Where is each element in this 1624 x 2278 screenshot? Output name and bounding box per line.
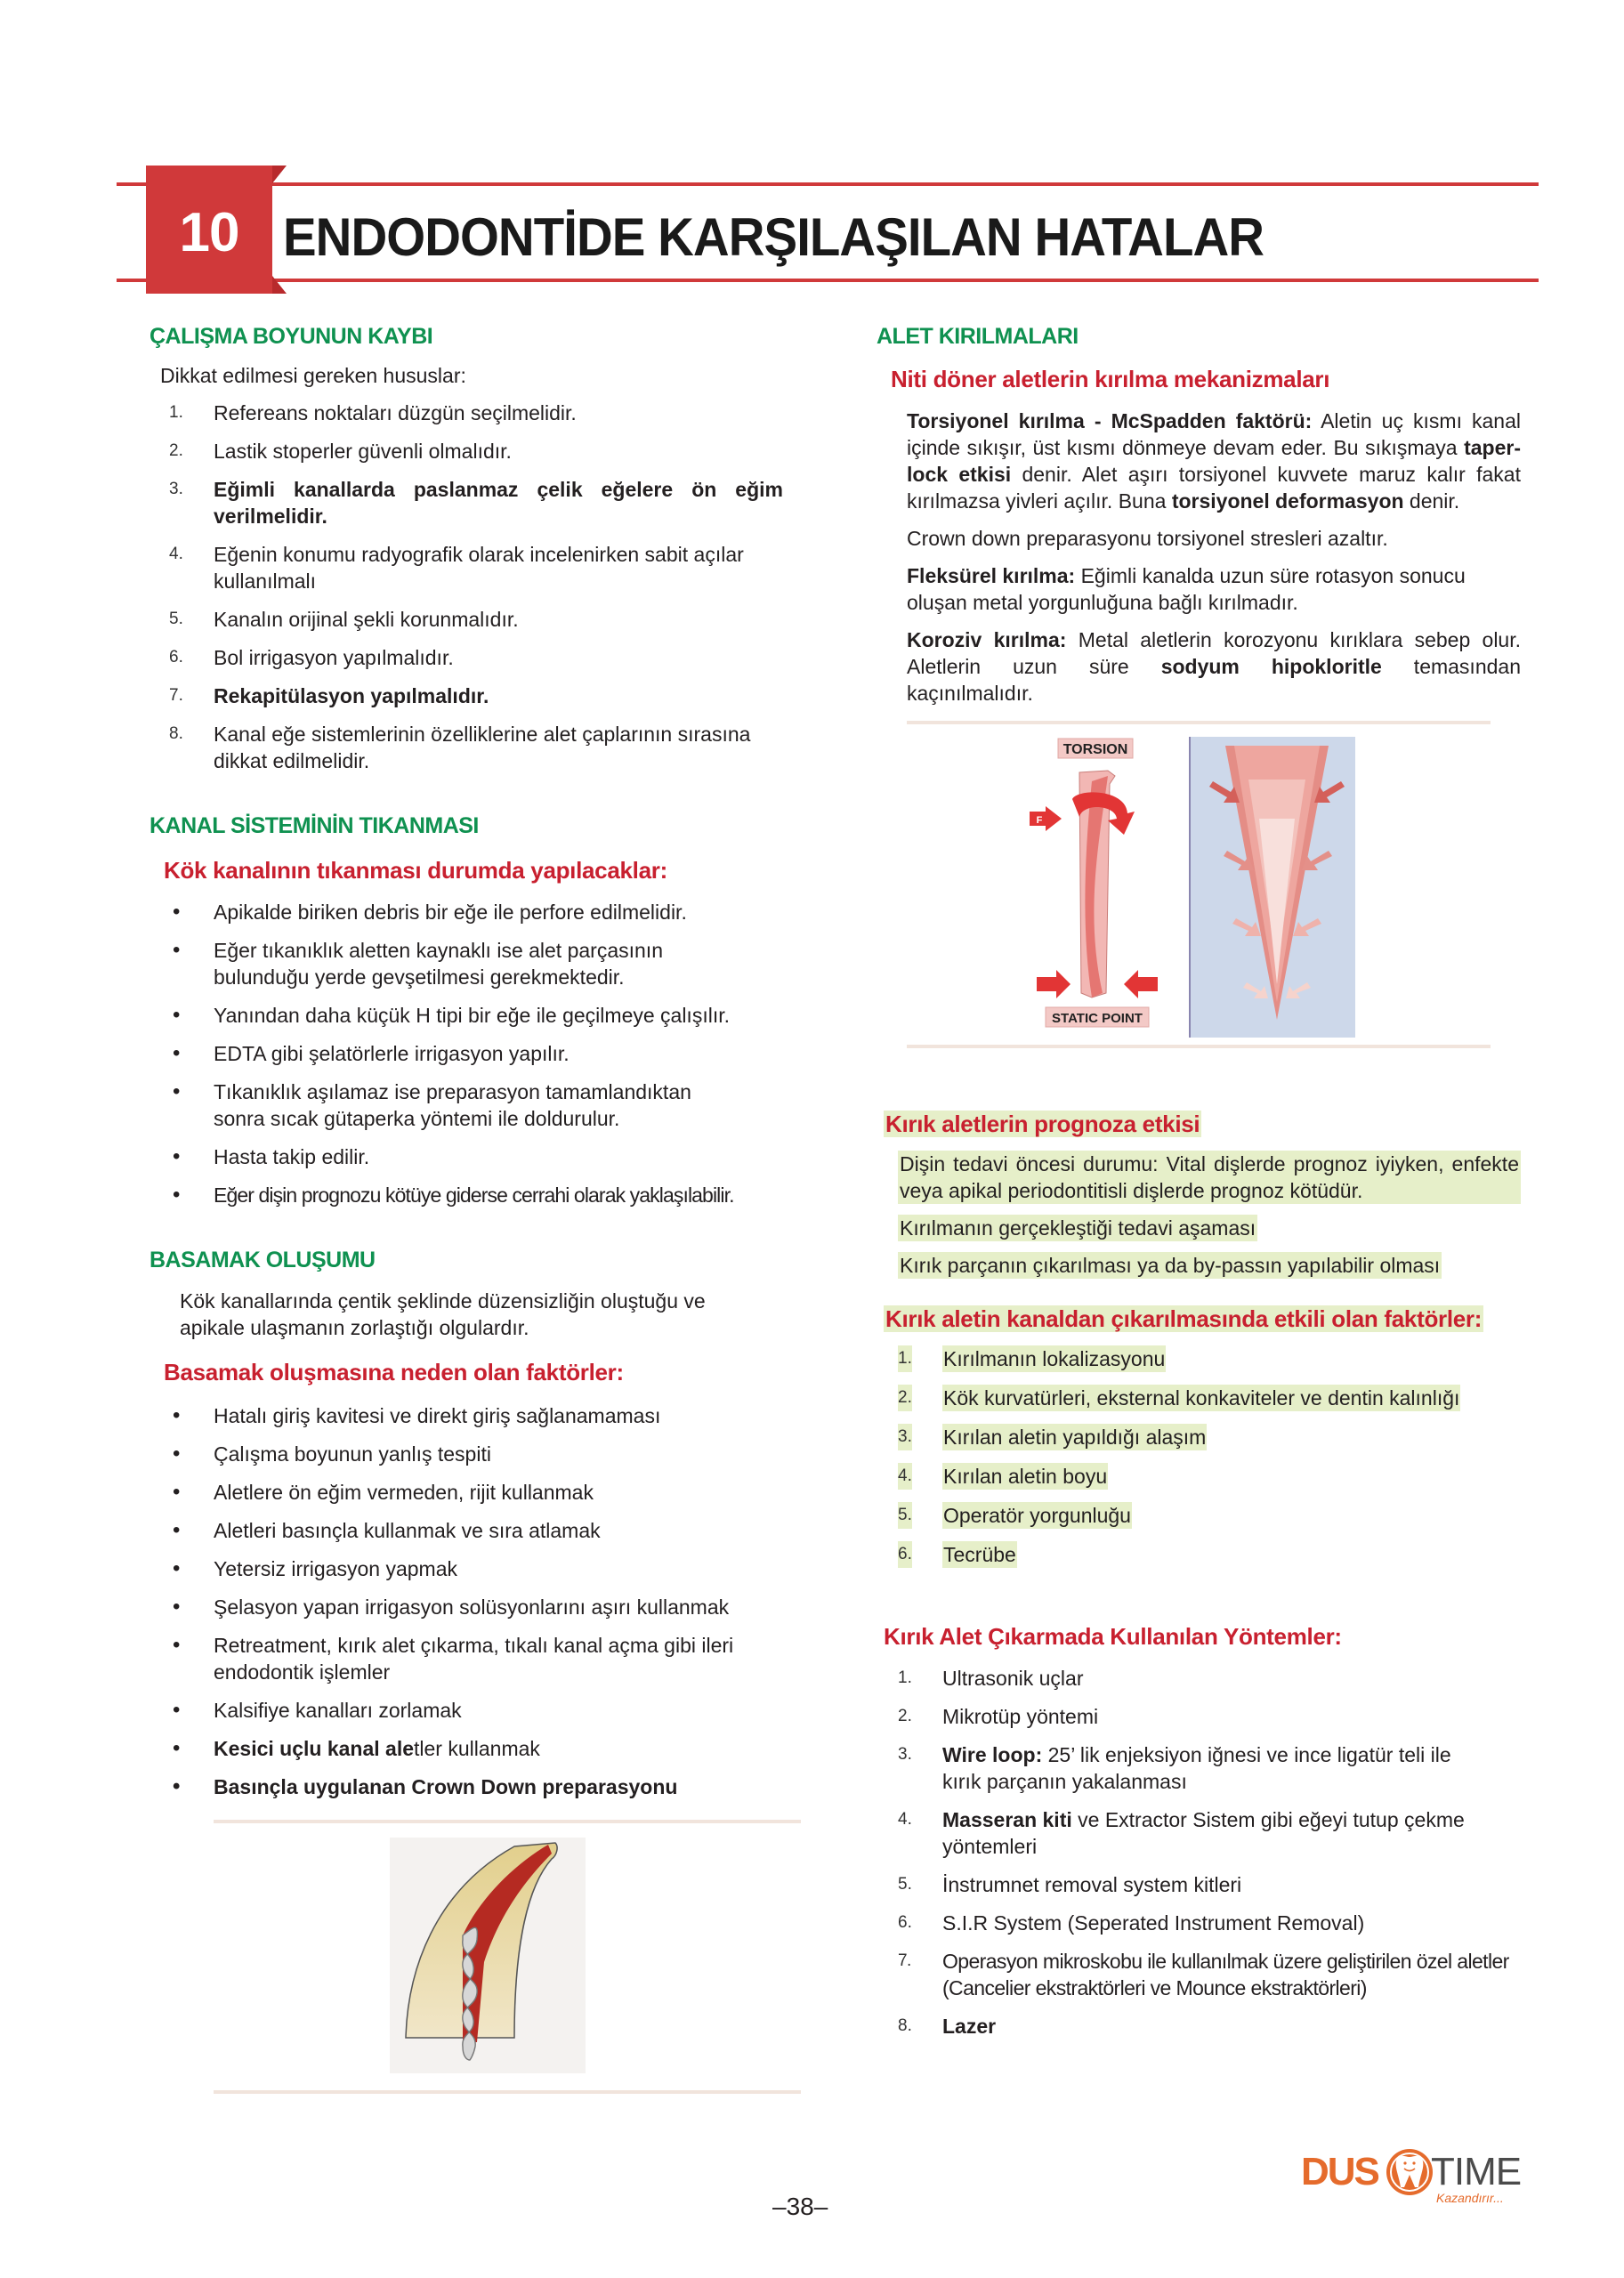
divider <box>214 1820 801 1823</box>
list-item: • Hasta takip edilir. <box>173 1144 370 1168</box>
list-item: 3. Eğimli kanallarda paslanmaz çelik eğelere ön eğim verilmelidir. <box>169 478 783 528</box>
logo-tagline: Kazandırır... <box>1436 2191 1504 2205</box>
list-item: • Basınçla uygulanan Crown Down preparasyonu <box>173 1774 678 1798</box>
list-item: • Aletlere ön eğim vermeden, rijit kullanmak <box>173 1480 594 1504</box>
list-item: • Yanından daha küçük H tipi bir eğe ile geçilmeye çalışılır. <box>173 1003 730 1027</box>
list-item: 5. İnstrumnet removal system kitleri <box>898 1873 1242 1896</box>
list-item: 2. Mikrotüp yöntemi <box>898 1705 1099 1728</box>
list-item: 7. Rekapitülasyon yapılmalıdır. <box>169 684 489 707</box>
list-item: 6. Tecrübe <box>898 1543 1016 1566</box>
badge-fold <box>272 276 287 294</box>
tooth-canal-illustration <box>390 1838 586 2078</box>
list-item: • Apikalde biriken debris bir eğe ile perfore edilmelidir. <box>173 900 687 924</box>
chapter-number: 10 <box>179 201 239 263</box>
list-item: 1. Ultrasonik uçlar <box>898 1667 1084 1690</box>
list-item: 2. Lastik stoperler güvenli olmalıdır. <box>169 440 512 463</box>
list-item: 6. Bol irrigasyon yapılmalıdır. <box>169 646 454 669</box>
right-column <box>877 320 1522 2040</box>
subsection-title: Kırık Alet Çıkarmada Kullanılan Yöntemler: <box>884 1623 1342 1650</box>
chapter-title: ENDODONTİDE KARŞILAŞILAN HATALAR <box>283 207 1264 267</box>
prognoz-item: Kırılmanın gerçekleştiği tedavi aşaması <box>900 1216 1256 1240</box>
list-item: • Aletleri basınçla kullanmak ve sıra atlamak <box>173 1518 601 1542</box>
yontemler-list <box>898 1665 1512 2040</box>
list-item: • Retreatment, kırık alet çıkarma, tıkalı kanal açma gibi ileri endodontik işlemler <box>173 1633 734 1684</box>
list-item: 1. Kırılmanın lokalizasyonu <box>898 1347 1166 1370</box>
paragraph-koroziv: Koroziv kırılma: Metal aletlerin korozyonu kırıklara sebep olur. Aletlerin uzun süre sodyum hipokloritle temasından kaçınılmalıdır. <box>907 628 1521 705</box>
list-item: • Kesici uçlu kanal aletler kullanmak <box>173 1736 540 1760</box>
subsection-title: Kırık aletlerin prognoza etkisi <box>885 1111 1200 1137</box>
section-cikarma-faktorleri <box>877 1305 1517 1568</box>
subsection-title: Basamak oluşmasına neden olan faktörler: <box>164 1359 624 1385</box>
chapter-number-badge <box>146 166 272 294</box>
header-rule-top <box>117 182 1539 186</box>
list-item: • Kalsifiye kanalları zorlamak <box>173 1698 462 1722</box>
list-item: 5. Kanalın orijinal şekli korunmalıdır. <box>169 608 519 631</box>
section-intro: Dikkat edilmesi gereken hususlar: <box>160 364 466 387</box>
list-item: • Şelasyon yapan irrigasyon solüsyonlarını aşırı kullanmak <box>173 1595 730 1619</box>
list-item: • Yetersiz irrigasyon yapmak <box>173 1556 457 1580</box>
prognoz-item: Dişin tedavi öncesi durumu: Vital dişlerde prognoz iyiyken, enfekte veya apikal periodontitisli dişlerde prognoz kötüdür. <box>900 1152 1519 1202</box>
divider <box>907 721 1491 724</box>
dustime-logo <box>1301 2145 1532 2207</box>
paragraph-torsiyonel: Torsiyonel kırılma - McSpadden faktörü: Aletin uç kısmı kanal içinde sıkışır, üst kısmı dönmeye devam eder. Bu sıkışmaya taper-lock etkisi denir. Alet aşırı torsiyonel kuvvete maruz kalır fakat kırılmazsa yivleri açılır. Buna torsiyonel deformasyon denir. <box>907 409 1522 513</box>
list-item: 4. Eğenin konumu radyografik olarak incelenirken sabit açılar kullanılmalı <box>169 543 744 593</box>
cikarma-faktor-list <box>898 1345 1517 1568</box>
section-alet-kirilmalari <box>877 324 1522 1048</box>
logo-text-dus: DUS <box>1301 2150 1378 2193</box>
list-item: 3. Wire loop: 25’ lik enjeksiyon iğnesi ve ince ligatür teli ile kırık parçanın yakalanması <box>898 1743 1451 1793</box>
logo-text-time: TIME <box>1431 2150 1522 2193</box>
page-number: –38– <box>772 2193 828 2220</box>
paragraph-crown-down: Crown down preparasyonu torsiyonel stresleri azaltır. <box>907 527 1388 550</box>
subsection-title: Kök kanalının tıkanması durumda yapılacaklar: <box>164 857 667 884</box>
list-item: • Çalışma boyunun yanlış tespiti <box>173 1442 491 1466</box>
list-item: • Eğer dişin prognozu kötüye giderse cerrahi olarak yaklaşılabilir. <box>173 1183 734 1207</box>
list-item: • Tıkanıklık aşılamaz ise preparasyon tamamlandıktan sonra sıcak gütaperka yöntemi ile doldurulur. <box>173 1079 691 1130</box>
list-item: 8. Lazer <box>898 2015 997 2038</box>
section-title: ALET KIRILMALARI <box>877 324 1079 349</box>
paragraph-fleksurel: Fleksürel kırılma: Eğimli kanalda uzun süre rotasyon sonucu oluşan metal yorgunluğuna bağlı kırılmadır. <box>907 564 1466 614</box>
divider <box>214 2090 801 2094</box>
section-intro: Kök kanallarında çentik şeklinde düzensizliğin oluştuğu ve apikale ulaşmanın zorlaştığı olgulardır. <box>180 1289 706 1339</box>
list-item: • Eğer tıkanıklık aletten kaynaklı ise alet parçasının bulunduğu yerde gevşetilmesi gerekmektedir. <box>173 938 663 989</box>
list-item: 3. Kırılan aletin yapıldığı alaşım <box>898 1426 1207 1449</box>
list-item: 2. Kök kurvatürleri, eksternal konkaviteler ve dentin kalınlığı <box>898 1386 1460 1410</box>
subsection-title: Niti döner aletlerin kırılma mekanizmaları <box>891 366 1330 392</box>
torsion-illustration <box>1010 735 1402 1029</box>
section-title: KANAL SİSTEMİNİN TIKANMASI <box>149 813 479 838</box>
left-column <box>149 320 808 2094</box>
static-point-label: STATIC POINT <box>1052 1011 1143 1026</box>
list-item: • Hatalı giriş kavitesi ve direkt giriş sağlanamaması <box>173 1403 661 1427</box>
list-item: 8. Kanal eğe sistemlerinin özelliklerine alet çaplarının sırasına dikkat edilmelidir. <box>169 723 751 772</box>
list-item: 7. Operasyon mikroskobu ile kullanılmak üzere geliştirilen özel aletler (Cancelier ekstraktörleri ve Mounce ekstraktörleri) <box>898 1950 1509 1999</box>
list-item: 4. Kırılan aletin boyu <box>898 1465 1108 1488</box>
arrow-left-icon <box>1124 970 1158 998</box>
torsion-label: TORSION <box>1062 742 1128 757</box>
basamak-list <box>169 1402 792 1800</box>
list-item: 6. S.I.R System (Seperated Instrument Removal) <box>898 1911 1365 1935</box>
list-item: • EDTA gibi şelatörlerle irrigasyon yapılır. <box>173 1041 570 1065</box>
prognoz-item: Kırık parçanın çıkarılması ya da by-passın yapılabilir olması <box>900 1254 1441 1277</box>
list-item: 5. Operatör yorgunluğu <box>898 1504 1131 1527</box>
list-item: 4. Masseran kiti ve Extractor Sistem gibi eğeyi tutup çekme yöntemleri <box>898 1808 1465 1858</box>
section-title: BASAMAK OLUŞUMU <box>149 1248 376 1272</box>
divider <box>907 1045 1491 1048</box>
force-label: F <box>1036 815 1043 826</box>
section-kanal-tikanmasi <box>149 813 808 1208</box>
section-prognoz <box>877 1111 1517 1279</box>
tooth-with-file-icon <box>390 1838 586 2078</box>
calisma-list <box>169 400 783 774</box>
subsection-title: Kırık aletin kanaldan çıkarılmasında etkili olan faktörler: <box>885 1305 1483 1332</box>
section-calisma-boyu <box>149 324 808 774</box>
tikanma-list <box>169 899 792 1208</box>
list-item: 1. Refereans noktaları düzgün seçilmelidir. <box>169 401 577 424</box>
chapter-header <box>0 0 1624 320</box>
tooth-logo-icon <box>1385 2145 1434 2200</box>
header-rule-bottom <box>117 279 1539 282</box>
badge-fold <box>272 166 287 183</box>
section-basamak <box>149 1248 808 2094</box>
torsion-diagram-icon <box>1010 735 1402 1038</box>
section-title: ÇALIŞMA BOYUNUN KAYBI <box>149 324 433 349</box>
arrow-right-icon <box>1037 970 1071 998</box>
section-yontemler <box>877 1623 1517 2040</box>
